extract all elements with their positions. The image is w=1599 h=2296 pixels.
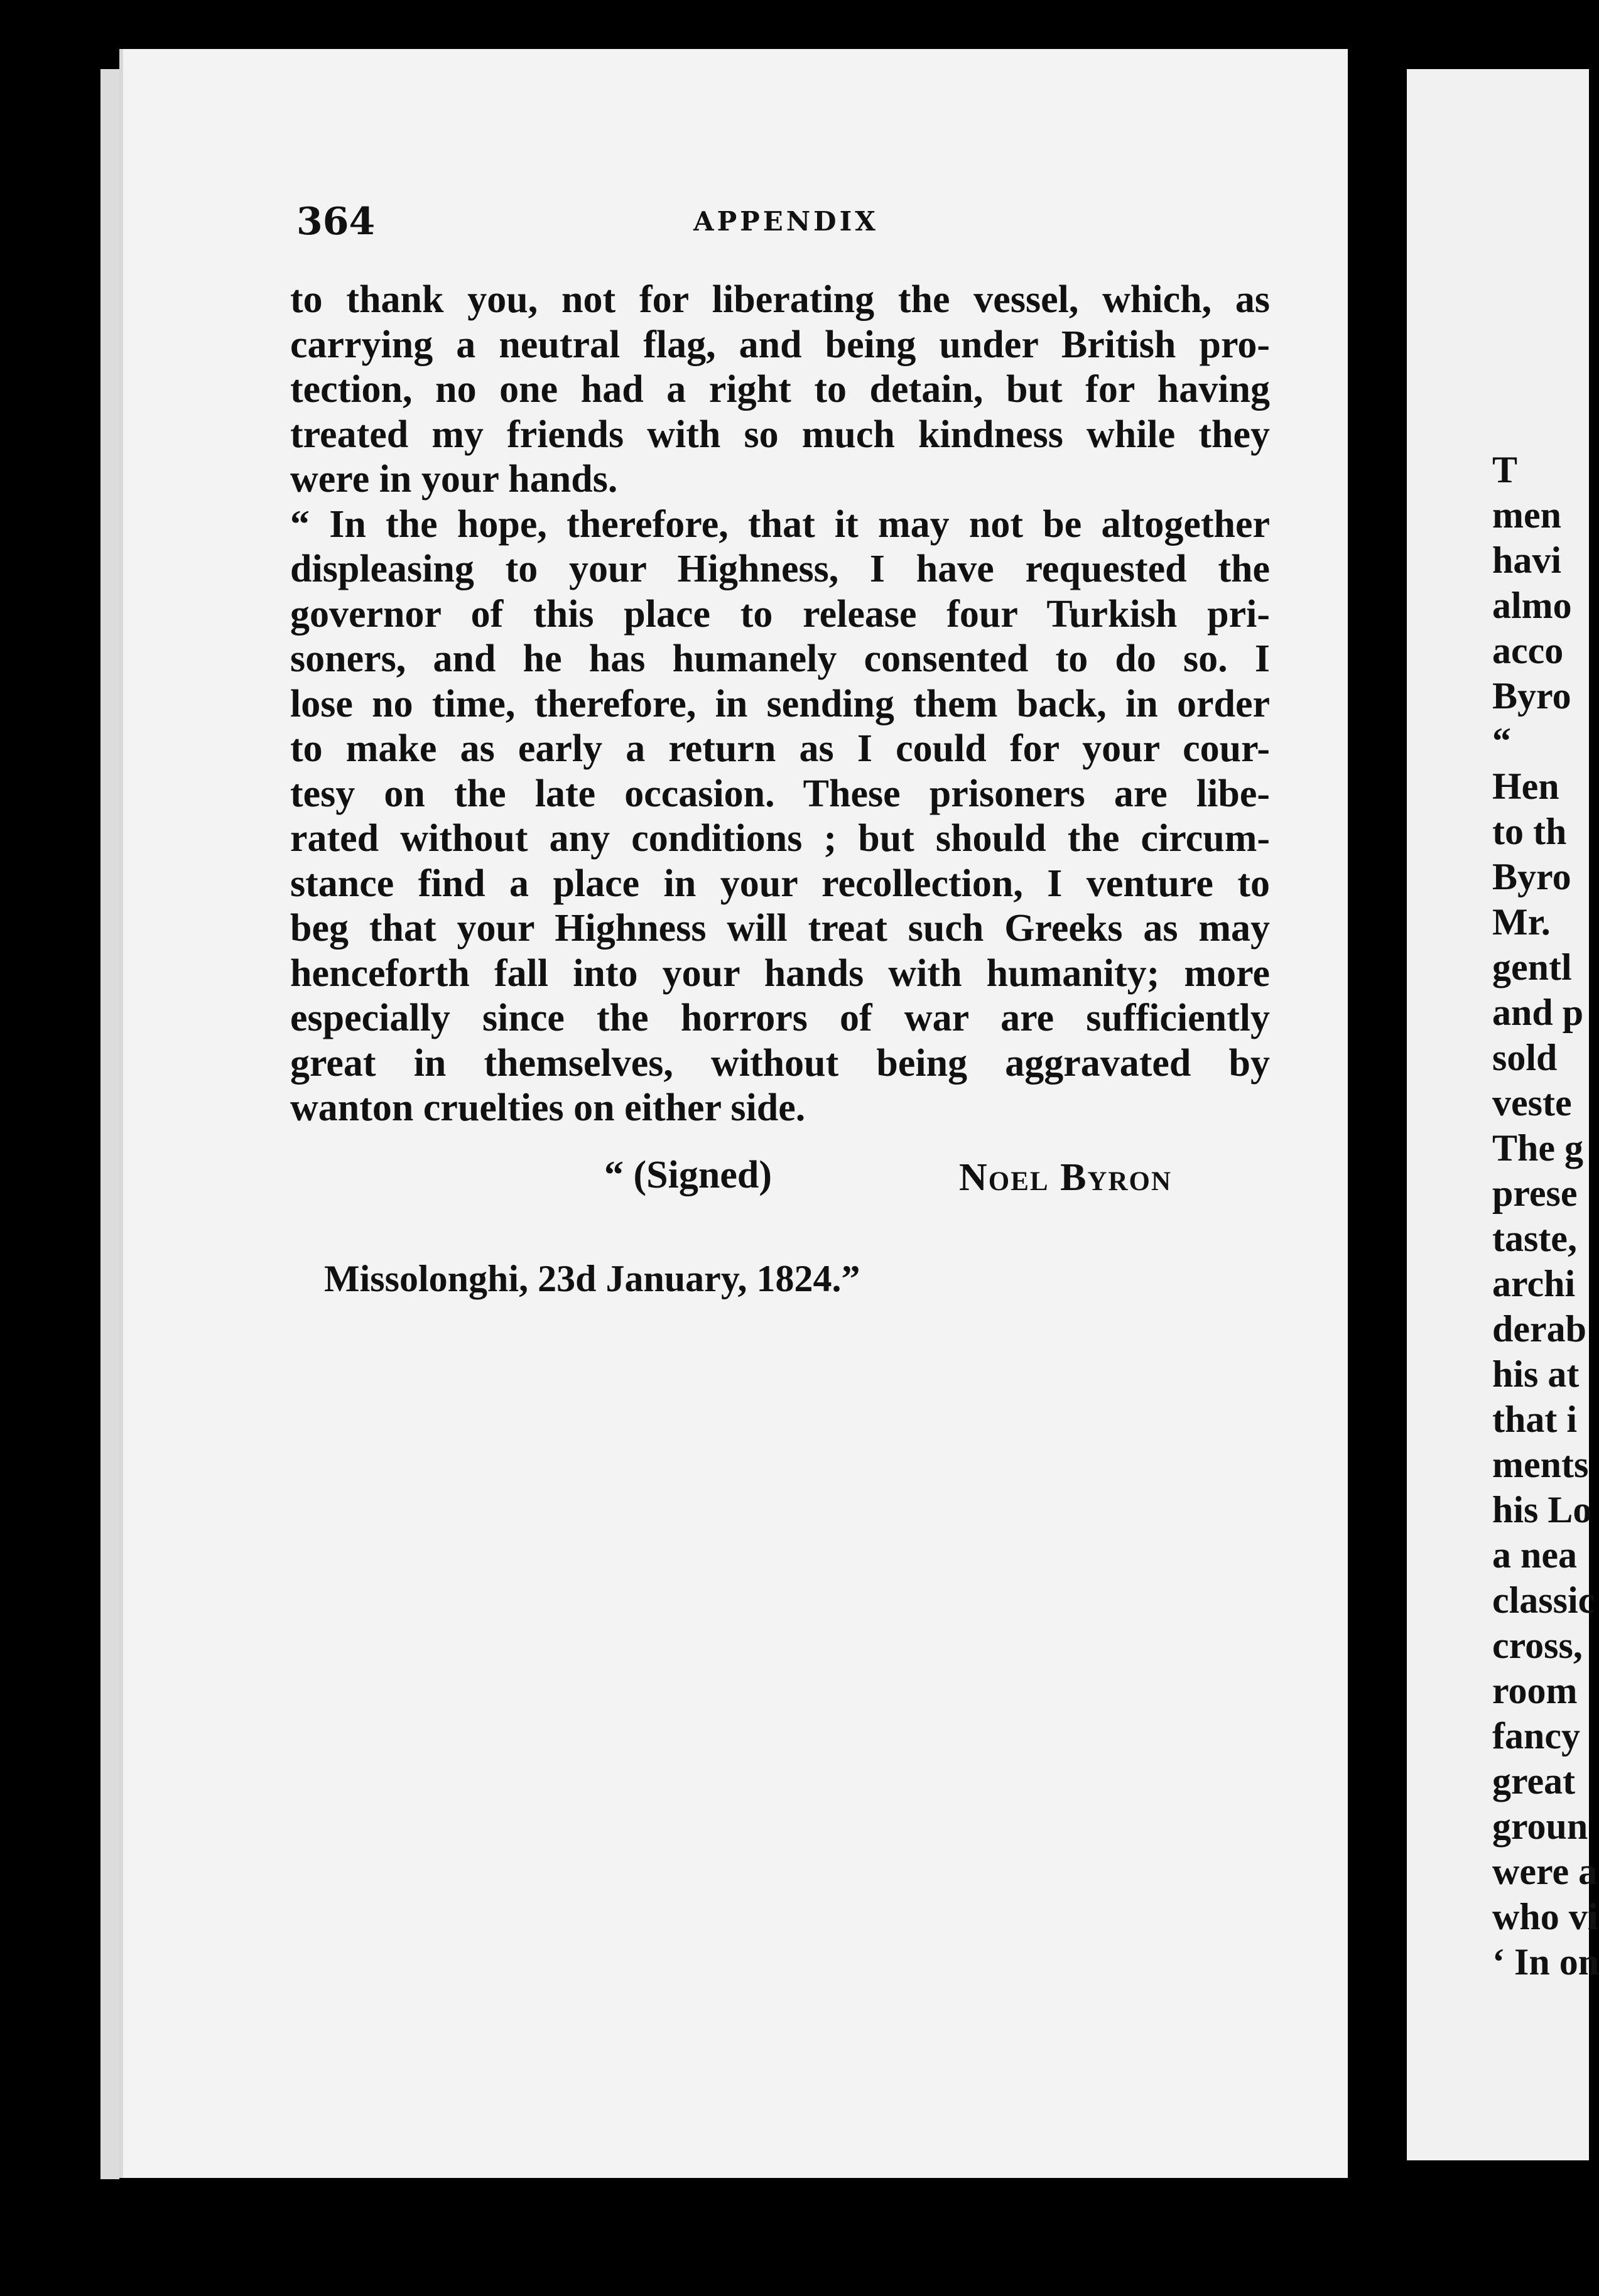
text-line: to thank you, not for liberating the vessel, which, as — [290, 278, 1270, 321]
facing-line: havi — [1492, 539, 1562, 581]
facing-line: ‘ In on — [1492, 1941, 1599, 1983]
facing-line: who vi — [1492, 1896, 1598, 1937]
text-line: wanton cruelties on either side. — [290, 1086, 806, 1129]
text-line: beg that your Highness will treat such Greeks as may — [290, 907, 1270, 950]
facing-page-text — [1492, 447, 1599, 1985]
facing-line: his Lo — [1492, 1489, 1592, 1530]
facing-line: great — [1492, 1760, 1576, 1802]
text-line: soners, and he has humanely consented to do so. I — [290, 637, 1270, 680]
text-line: displeasing to your Highness, I have requested the — [290, 548, 1270, 590]
page-number: 364 — [296, 200, 376, 244]
letter-body — [290, 278, 1270, 1131]
facing-line: derab — [1492, 1308, 1586, 1350]
dateline: Missolonghi, 23d January, 1824.” — [324, 1258, 860, 1299]
facing-line: Byro — [1492, 675, 1571, 717]
text-line: were in your hands. — [290, 458, 618, 501]
facing-line: archi — [1492, 1263, 1576, 1304]
facing-line: and p — [1492, 992, 1584, 1033]
facing-line: Byro — [1492, 856, 1571, 897]
text-line: lose no time, therefore, in sending them back, in order — [290, 682, 1270, 725]
text-line: tesy on the late occasion. These prisoners are libe- — [290, 772, 1270, 815]
facing-line: his at — [1492, 1353, 1580, 1395]
facing-line: acco — [1492, 630, 1564, 671]
text-line: governor of this place to release four Turkish pri- — [290, 592, 1270, 636]
facing-line: room — [1492, 1670, 1578, 1711]
facing-line: a nea — [1492, 1534, 1577, 1576]
text-line: great in themselves, without being aggravated by — [290, 1041, 1270, 1085]
facing-line: ments — [1492, 1444, 1589, 1485]
page-header — [296, 200, 899, 250]
facing-line: classic — [1492, 1579, 1595, 1621]
facing-line: that i — [1492, 1399, 1577, 1440]
facing-line: taste, — [1492, 1218, 1577, 1259]
page-edge — [100, 69, 119, 2179]
facing-line: men — [1492, 494, 1561, 536]
text-line: treated my friends with so much kindness while they — [290, 413, 1270, 456]
facing-line: Mr. — [1492, 901, 1551, 943]
running-head: APPENDIX — [693, 206, 879, 237]
facing-line: veste — [1492, 1082, 1572, 1124]
text-line: stance find a place in your recollection, I venture to — [290, 862, 1270, 905]
signature-block — [604, 1153, 1207, 1203]
signatory-name: Noel Byron — [959, 1156, 1173, 1199]
book-gutter — [1350, 0, 1401, 2296]
facing-line: to th — [1492, 811, 1567, 852]
facing-line: The g — [1492, 1127, 1584, 1169]
text-line: “ In the hope, therefore, that it may not be altogether — [290, 502, 1270, 546]
facing-line: T — [1492, 449, 1518, 490]
facing-line: gentl — [1492, 946, 1572, 988]
facing-line: sold — [1492, 1037, 1558, 1078]
facing-line: Hen — [1492, 766, 1559, 807]
facing-line: were a — [1492, 1851, 1598, 1892]
text-line: to make as early a return as I could for your cour- — [290, 727, 1270, 770]
signed-label: “ (Signed) — [604, 1154, 772, 1196]
facing-line: fancy — [1492, 1715, 1580, 1757]
facing-line: prese — [1492, 1172, 1578, 1214]
facing-line: groun — [1492, 1806, 1588, 1847]
text-line: henceforth fall into your hands with humanity; more — [290, 951, 1270, 995]
facing-line: almo — [1492, 585, 1572, 626]
text-line: carrying a neutral flag, and being under British pro- — [290, 323, 1270, 366]
text-line: tection, no one had a right to detain, but for having — [290, 368, 1270, 411]
text-line: rated without any conditions ; but should the circum- — [290, 817, 1270, 860]
text-line: especially since the horrors of war are sufficiently — [290, 997, 1270, 1039]
facing-line: cross, — [1492, 1625, 1583, 1666]
facing-line: “ — [1492, 720, 1511, 762]
